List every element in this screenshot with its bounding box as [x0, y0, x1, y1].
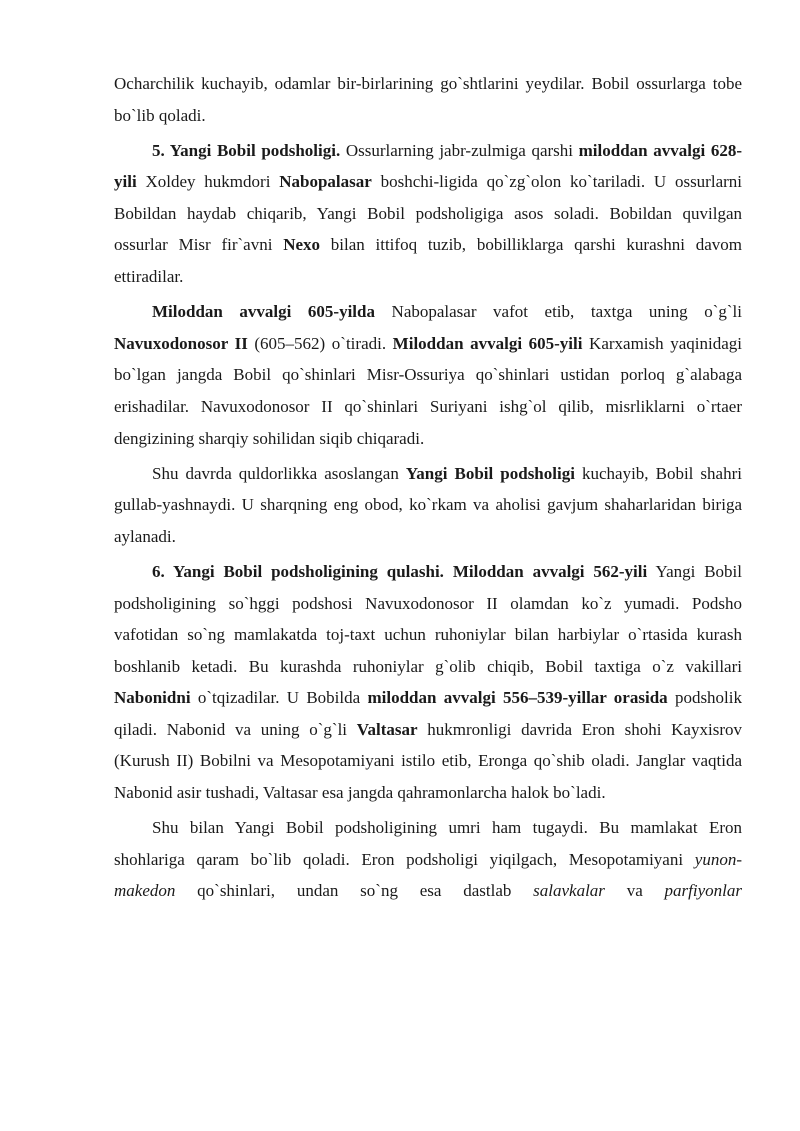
bold-text: Miloddan avvalgi 605-yili: [392, 333, 583, 353]
text-run: Ocharchilik kuchayib, odamlar bir-birlarining go`shtlarini yeydilar. Bobil ossurlarga tobe bo`lib qoladi.: [114, 74, 742, 125]
bold-text: miloddan avvalgi 556–539-yillar orasida: [367, 688, 668, 708]
bold-text: Yangi Bobil podsholigi: [405, 463, 575, 483]
bold-text: Nexo: [283, 235, 321, 255]
bold-text: Nabopalasar: [279, 172, 372, 192]
text-run: o`tqizadilar. U Bobilda: [190, 688, 368, 708]
text-run: Ossurlarning jabr-zulmiga qarshi: [340, 140, 579, 160]
text-run: va: [604, 881, 665, 901]
paragraph: [114, 556, 742, 809]
bold-text: Nabonidni: [114, 688, 191, 708]
bold-text: Miloddan avvalgi 562-yili: [452, 561, 648, 581]
text-run: Yangi Bobil podsholigining so`hggi podshosi Navuxodonosor II olamdan ko`z yumadi. Podsho vafotidan so`ng mamlakatda toj-taxt uchun ruhoniylar bilan harbiylar o`rtasida kurash boshlanib ketadi. Bu kurashda ruhoniylar g`olib chiqib, Bobil taxtiga o`z vakillari: [114, 561, 743, 676]
italic-text: parfiyonlar: [664, 881, 742, 901]
bold-text: 5. Yangi Bobil podsholigi.: [152, 140, 341, 160]
text-run: [444, 562, 453, 581]
paragraph: [114, 812, 742, 907]
bold-text: Navuxodonosor II: [114, 333, 248, 353]
text-run: Karxamish yaqinidagi bo`lgan jangda Bobil qo`shinlari Misr-Ossuriya qo`shinlari ustidan porloq g`alabaga erishadilar. Navuxodonosor II qo`shinlari Suriyani ishg`ol qilib, misrliklarni o`rtaer dengizining sharqiy sohilidan siqib chiqaradi.: [114, 333, 742, 448]
paragraph: [114, 135, 742, 293]
text-run: Nabopalasar vafot etib, taxtga uning o`g`li: [374, 302, 742, 322]
text-run: podsholik qiladi. Nabonid va uning o`g`li: [114, 688, 743, 739]
bold-text: miloddan avvalgi 628-yili: [114, 140, 742, 192]
text-run: Shu bilan Yangi Bobil podsholigining umri ham tugaydi. Bu mamlakat Eron shohlariga qaram bo`lib qoladi. Eron podsholigi yiqilgach, Mesopotamiyani: [114, 818, 742, 869]
text-run: Shu davrda quldorlikka asoslangan: [152, 463, 406, 483]
text-run: bilan ittifoq tuzib, bobilliklarga qarshi kurashni davom ettiradilar.: [114, 235, 742, 287]
paragraph: [114, 68, 742, 131]
text-run: Xoldey hukmdori: [136, 172, 280, 192]
text-run: kuchayib, Bobil shahri gullab-yashnaydi. U sharqning eng obod, ko`rkam va aholisi gavjum shaharlaridan biriga aylanadi.: [114, 463, 742, 546]
text-run: qo`shinlari, undan so`ng esa dastlab: [175, 881, 534, 901]
bold-text: 6. Yangi Bobil podsholigining qulashi.: [152, 561, 444, 581]
paragraph: [114, 296, 742, 454]
text-run: boshchi-ligida qo`zg`olon ko`tariladi. U ossurlarni Bobildan haydab chiqarib, Yangi Bobil podsholigiga asos soladi. Bobildan quvilgan ossurlar Misr fir`avni: [114, 172, 743, 255]
bold-text: Miloddan avvalgi 605-yilda: [152, 302, 375, 322]
document-page: [114, 68, 742, 910]
italic-text: salavkalar: [533, 881, 605, 901]
text-run: hukmronligi davrida Eron shohi Kayxisrov (Kurush II) Bobilni va Mesopotamiyani istilo etib, Eronga qo`shib oladi. Janglar vaqtida Nabonid asir tushadi, Valtasar esa jangda qahramonlarcha halok bo`ladi.: [114, 719, 742, 803]
text-run: (605–562) o`tiradi.: [247, 333, 393, 353]
bold-text: Valtasar: [356, 719, 418, 739]
italic-text: yunon-makedon: [114, 849, 742, 901]
paragraph: [114, 458, 742, 553]
